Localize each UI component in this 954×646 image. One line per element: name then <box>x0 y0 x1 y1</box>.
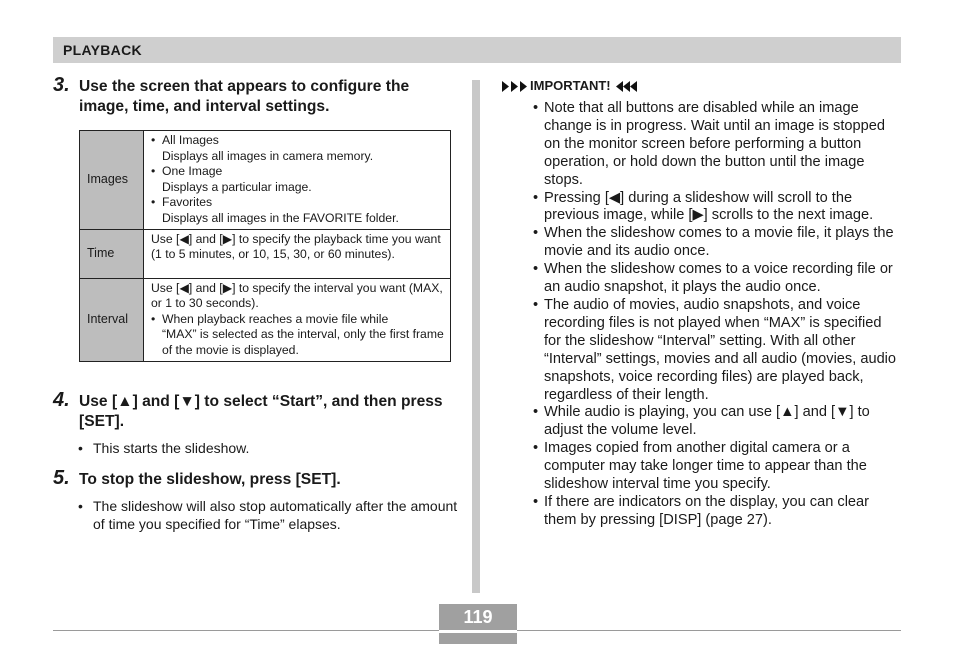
list-item <box>502 494 902 530</box>
step-number: 3. <box>53 74 70 96</box>
settings-table <box>79 130 451 362</box>
row-description: Use [◀] and [▶] to specify the playback time you want (1 to 5 minutes, or 10, 15, 30, or 60 minutes). <box>144 229 451 278</box>
note-text: When playback reaches a movie file while <box>162 311 389 326</box>
bullet: • <box>533 225 539 242</box>
column-divider <box>472 80 480 593</box>
list-item <box>502 261 902 297</box>
row-label: Interval <box>80 278 144 361</box>
important-heading <box>502 77 902 95</box>
item-text: Pressing [◀] during a slideshow will scroll to the previous image, while [▶] scrolls to the next image. <box>544 189 874 224</box>
bullet: • <box>533 404 539 421</box>
list-item <box>151 164 444 180</box>
option-detail: Displays all images in camera memory. <box>162 148 374 163</box>
arrows-right-icon <box>502 81 528 92</box>
list-item <box>502 297 902 404</box>
bullet: • <box>151 195 156 210</box>
step-title: Use the screen that appears to configure the image, time, and interval settings. <box>79 78 410 115</box>
bullet: • <box>533 296 539 313</box>
arrows-left-icon <box>616 81 638 92</box>
row-description <box>144 278 451 361</box>
item-text: When the slideshow comes to a voice recording file or an audio snapshot, it plays the audio once. <box>544 261 893 296</box>
bullet: • <box>533 261 539 278</box>
section-header <box>53 37 901 63</box>
option-detail: Displays all images in the FAVORITE folder. <box>162 210 399 225</box>
bullet: • <box>533 440 539 457</box>
bullet: • <box>151 164 156 179</box>
important-list <box>502 100 902 530</box>
item-text: Note that all buttons are disabled while an image change is in progress. Wait until an image is stopped on the monitor screen before performing a button operation, or hold down the button until the image stops. <box>544 100 885 188</box>
list-item <box>151 312 444 328</box>
row-label: Images <box>80 131 144 230</box>
list-item <box>502 190 902 226</box>
item-text: If there are indicators on the display, you can clear them by pressing [DISP] (page 27). <box>544 493 870 528</box>
page-number-badge <box>439 604 517 644</box>
step-number: 5. <box>53 467 70 489</box>
option-name: All Images <box>162 133 219 147</box>
step-title: Use [▲] and [▼] to select “Start”, and then press [SET]. <box>79 393 443 430</box>
step-number: 4. <box>53 389 70 411</box>
list-item <box>151 195 444 211</box>
item-text: Images copied from another digital camera or a computer may take longer time to appear than the slideshow interval time you specify. <box>544 440 867 493</box>
step-4 <box>53 389 458 457</box>
important-label: IMPORTANT! <box>530 78 611 93</box>
option-detail: Displays a particular image. <box>162 179 312 194</box>
list-item <box>502 225 902 261</box>
step-5 <box>53 467 458 533</box>
item-text: The audio of movies, audio snapshots, and voice recording files is not played when “MAX” is specified for the slideshow “Interval” setting. With all other “Interval” settings, movies and all audio (movies, audio snapshots, voice recording files) are played back, regardless of their length. <box>544 296 897 403</box>
section-title: PLAYBACK <box>63 42 142 58</box>
bullet: • <box>78 498 83 514</box>
note-text-continued: “MAX” is selected as the interval, only the first frame of the movie is displayed. <box>162 327 444 357</box>
table-row <box>80 229 451 278</box>
list-item <box>502 100 902 190</box>
item-text: While audio is playing, you can use [▲] and [▼] to adjust the volume level. <box>544 404 870 439</box>
item-text: When the slideshow comes to a movie file, it plays the movie and its audio once. <box>544 225 894 260</box>
bullet: • <box>151 133 156 147</box>
note-text: This starts the slideshow. <box>93 440 250 456</box>
bullet: • <box>78 440 83 456</box>
row-label: Time <box>80 229 144 278</box>
list-item <box>502 404 902 440</box>
table-row <box>80 131 451 230</box>
list-item <box>502 440 902 494</box>
step-3 <box>53 74 458 117</box>
option-name: One Image <box>162 164 223 179</box>
row-text: Use [◀] and [▶] to specify the interval you want (MAX, or 1 to 30 seconds). <box>151 280 443 311</box>
important-section <box>502 77 902 530</box>
list-item <box>151 133 444 149</box>
step-note <box>78 497 458 533</box>
bullet: • <box>533 189 539 206</box>
bullet: • <box>533 493 539 510</box>
page-number: 119 <box>439 604 517 630</box>
bullet: • <box>151 311 156 326</box>
step-title: To stop the slideshow, press [SET]. <box>79 471 341 488</box>
option-name: Favorites <box>162 195 213 210</box>
table-row <box>80 278 451 361</box>
step-note <box>78 439 458 457</box>
note-text: The slideshow will also stop automatically after the amount of time you specified for “Time” elapses. <box>93 498 458 532</box>
bullet: • <box>533 100 539 116</box>
row-description <box>144 131 451 230</box>
